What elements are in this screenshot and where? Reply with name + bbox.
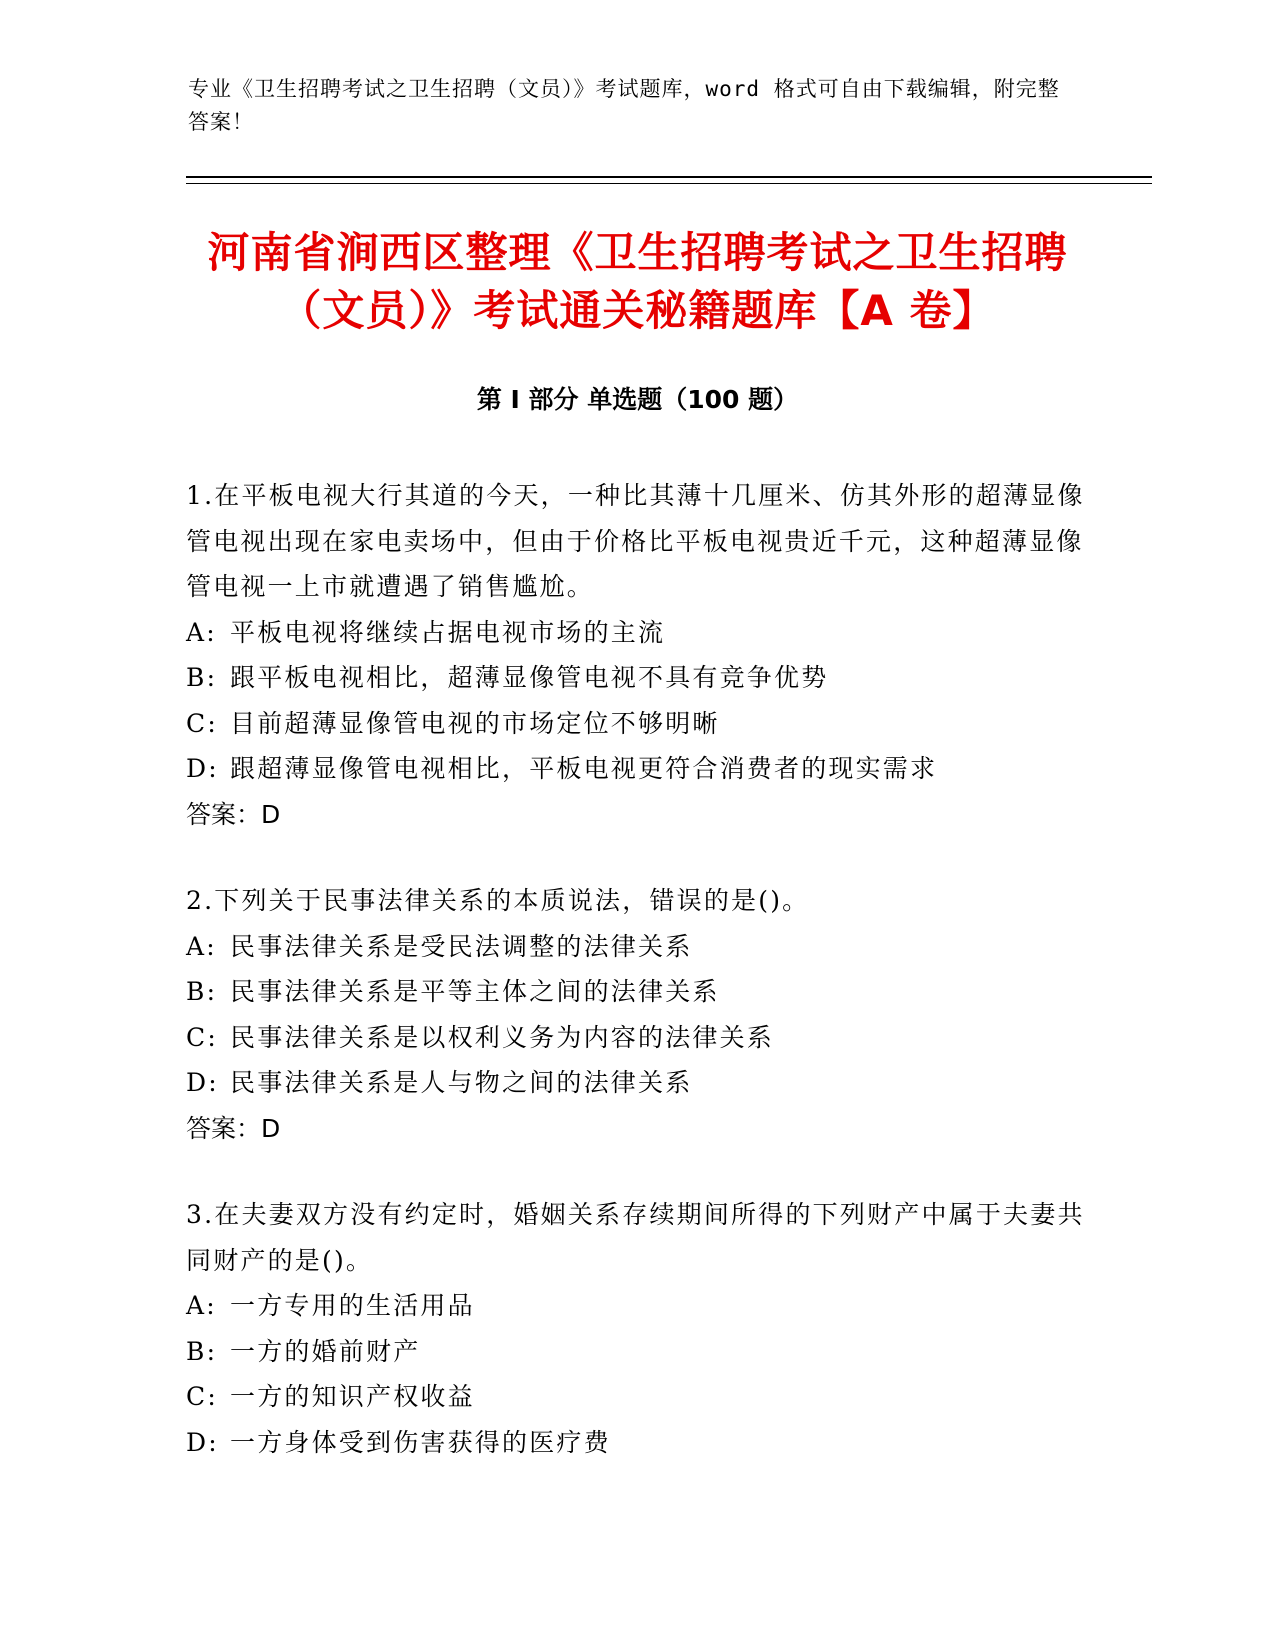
option-letter: C: <box>186 1022 218 1052</box>
option-text: 跟平板电视相比，超薄显像管电视不具有竞争优势 <box>230 663 829 692</box>
option-c <box>186 701 1086 747</box>
option-b <box>186 969 1086 1015</box>
option-a <box>186 924 1086 970</box>
header-rule-thin <box>186 183 1152 184</box>
answer: 答案：D <box>186 799 281 829</box>
option-c <box>186 1015 1086 1061</box>
header-note: 专业《卫生招聘考试之卫生招聘（文员）》考试题库，word 格式可自由下载编辑，附完整答案！ <box>188 77 1060 134</box>
option-letter: D: <box>186 1427 219 1457</box>
option-d <box>186 1420 1086 1466</box>
question-1 <box>186 473 1086 837</box>
option-letter: B: <box>186 663 218 692</box>
option-text: 一方的婚前财产 <box>230 1336 421 1366</box>
option-c <box>186 1374 1086 1420</box>
option-a <box>186 1283 1086 1329</box>
option-text: 一方专用的生活用品 <box>230 1291 475 1320</box>
section-title: 第 I 部分 单选题（100 题） <box>476 385 799 414</box>
option-text: 民事法律关系是受民法调整的法律关系 <box>230 931 693 961</box>
question-2 <box>186 878 1086 1151</box>
option-letter: C: <box>186 1382 218 1411</box>
option-b <box>186 1329 1086 1375</box>
option-text: 民事法律关系是以权利义务为内容的法律关系 <box>230 1022 775 1052</box>
option-letter: B: <box>186 1336 218 1366</box>
option-letter: C: <box>186 708 218 738</box>
option-text: 一方身体受到伤害获得的医疗费 <box>230 1427 611 1457</box>
option-a <box>186 610 1086 656</box>
question-stem: 2.下列关于民事法律关系的本质说法，错误的是()。 <box>186 886 810 915</box>
option-text: 跟超薄显像管电视相比，平板电视更符合消费者的现实需求 <box>230 754 938 783</box>
option-text: 一方的知识产权收益 <box>230 1382 475 1411</box>
question-list <box>186 473 1086 1506</box>
question-3 <box>186 1192 1086 1465</box>
option-text: 平板电视将继续占据电视市场的主流 <box>230 617 666 647</box>
option-letter: B: <box>186 977 218 1006</box>
option-letter: D: <box>186 754 219 783</box>
option-text: 民事法律关系是平等主体之间的法律关系 <box>230 977 720 1006</box>
question-stem: 1.在平板电视大行其道的今天，一种比其薄十几厘米、仿其外形的超薄显像管电视出现在家电卖场中，但由于价格比平板电视贵近千元，这种超薄显像管电视一上市就遭遇了销售尴尬。 <box>186 481 1085 601</box>
document-title: 河南省涧西区整理《卫生招聘考试之卫生招聘（文员）》考试通关秘籍题库【A 卷】 <box>207 228 1068 335</box>
answer: 答案：D <box>186 1113 281 1143</box>
header-rule-thick <box>186 176 1152 178</box>
option-letter: A: <box>186 931 217 961</box>
option-d <box>186 746 1086 792</box>
question-stem: 3.在夫妻双方没有约定时，婚姻关系存续期间所得的下列财产中属于夫妻共同财产的是()。 <box>186 1200 1085 1275</box>
option-text: 目前超薄显像管电视的市场定位不够明晰 <box>230 708 720 738</box>
option-letter: A: <box>186 1291 217 1320</box>
option-text: 民事法律关系是人与物之间的法律关系 <box>230 1068 693 1097</box>
option-letter: A: <box>186 617 217 647</box>
option-b <box>186 655 1086 701</box>
option-d <box>186 1060 1086 1106</box>
option-letter: D: <box>186 1068 219 1097</box>
